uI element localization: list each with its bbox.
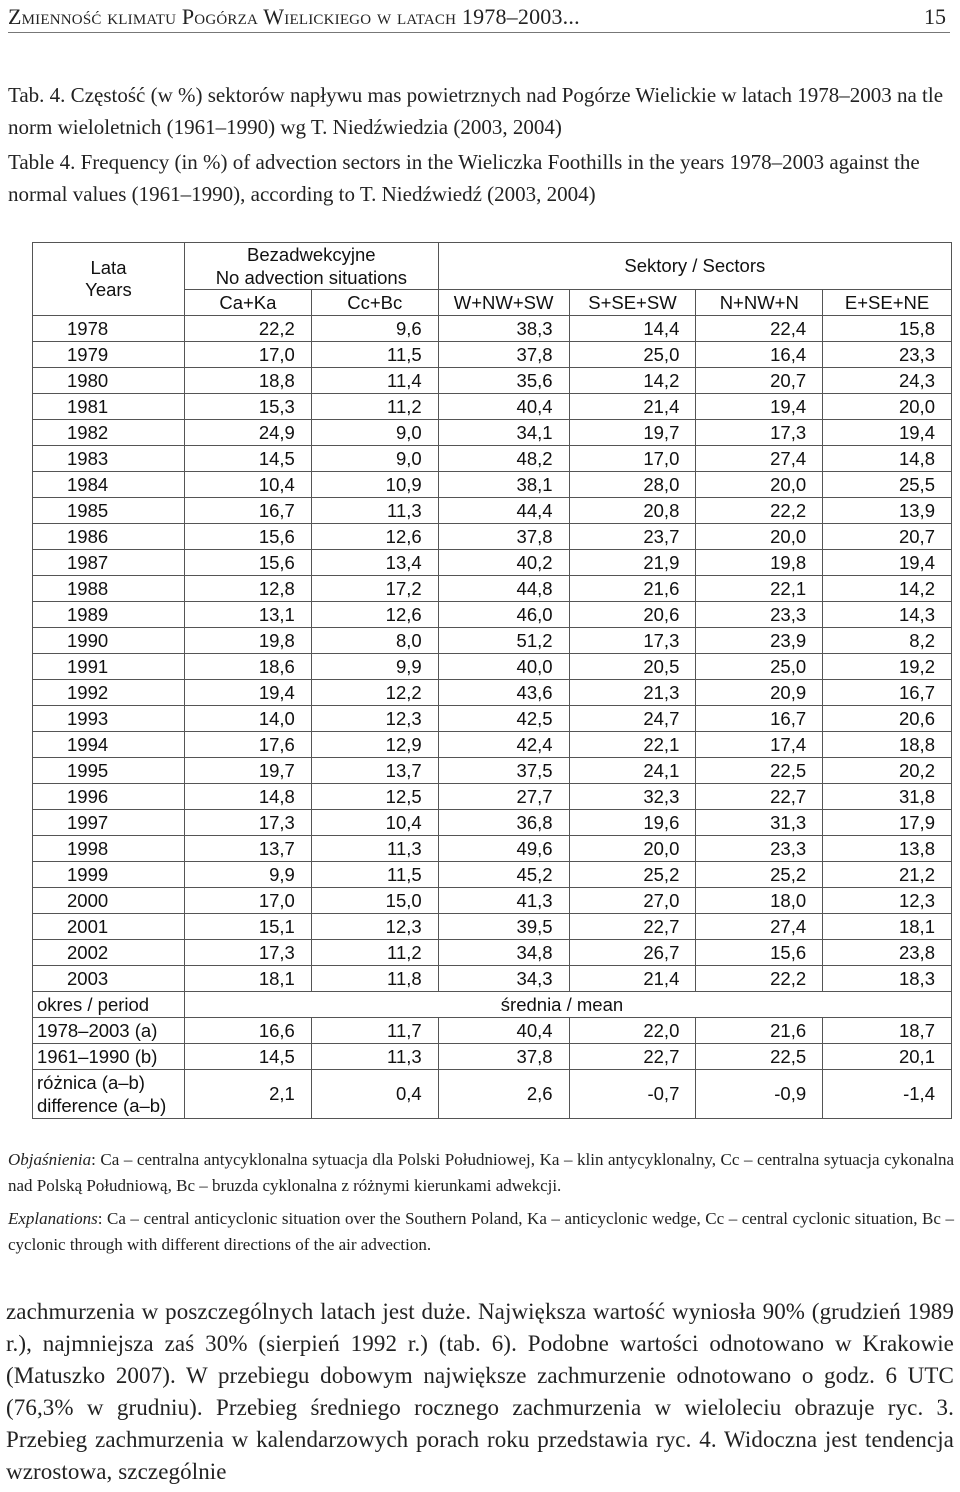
value-cell: 14,5 [184, 446, 311, 472]
value-cell: 25,5 [823, 472, 952, 498]
table-caption-pl: Tab. 4. Częstość (w %) sektorów napływu mas powietrznych nad Pogórze Wielickie w latach 1978–2003 na tle norm wieloletnich (1961–1990) wg T. Niedźwiedzia (2003, 2004) [8, 83, 944, 139]
period-label: okres / period [33, 992, 185, 1018]
value-cell: 21,4 [569, 394, 696, 420]
year-cell: 1990 [33, 628, 185, 654]
year-cell: 1987 [33, 550, 185, 576]
year-cell: 1985 [33, 498, 185, 524]
year-cell: 2001 [33, 914, 185, 940]
value-cell: 27,4 [696, 914, 823, 940]
year-cell: 1992 [33, 680, 185, 706]
column-header: S+SE+SW [569, 290, 696, 316]
value-cell: 18,1 [184, 966, 311, 992]
value-cell: 17,0 [569, 446, 696, 472]
value-cell: 37,8 [438, 1044, 569, 1070]
value-cell: 27,7 [438, 784, 569, 810]
value-cell: 17,2 [311, 576, 438, 602]
running-head-title: Zmienność klimatu Pogórza Wielickiego w latach 1978–2003... [8, 4, 580, 29]
value-cell: 13,7 [184, 836, 311, 862]
difference-label-en: difference (a–b) [37, 1095, 167, 1116]
value-cell: 10,9 [311, 472, 438, 498]
value-cell: 20,9 [696, 680, 823, 706]
no-advection-header [184, 243, 438, 290]
value-cell: 8,0 [311, 628, 438, 654]
value-cell: 12,3 [311, 706, 438, 732]
value-cell: 14,2 [569, 368, 696, 394]
value-cell: 13,4 [311, 550, 438, 576]
table-row [33, 420, 952, 446]
value-cell: 16,7 [696, 706, 823, 732]
value-cell: 20,8 [569, 498, 696, 524]
running-head [8, 2, 950, 33]
advection-sectors-table [32, 242, 952, 1119]
year-cell: 2000 [33, 888, 185, 914]
value-cell: 22,2 [184, 316, 311, 342]
value-cell: 24,7 [569, 706, 696, 732]
table-row [33, 316, 952, 342]
years-header-en: Years [85, 279, 132, 300]
explanations-pl-label: Objaśnienia [8, 1150, 92, 1169]
value-cell: 19,4 [823, 550, 952, 576]
table-caption-en: Table 4. Frequency (in %) of advection sectors in the Wieliczka Foothills in the years 1978–2003 against the normal values (1961–1990), according to T. Niedźwiedź (2003, 2004) [8, 150, 920, 206]
no-advection-header-en: No advection situations [215, 267, 407, 288]
value-cell: 31,3 [696, 810, 823, 836]
value-cell: 19,4 [696, 394, 823, 420]
table-row [33, 654, 952, 680]
value-cell: 11,4 [311, 368, 438, 394]
value-cell: 17,3 [184, 810, 311, 836]
value-cell: 34,3 [438, 966, 569, 992]
value-cell: 21,6 [569, 576, 696, 602]
value-cell: 23,9 [696, 628, 823, 654]
value-cell: 20,1 [823, 1044, 952, 1070]
value-cell: 18,8 [823, 732, 952, 758]
value-cell: 38,3 [438, 316, 569, 342]
value-cell: 28,0 [569, 472, 696, 498]
value-cell: 20,0 [696, 524, 823, 550]
value-cell: 2,6 [438, 1070, 569, 1119]
year-cell: 1994 [33, 732, 185, 758]
explanations-en-label: Explanations [8, 1209, 98, 1228]
value-cell: 22,7 [696, 784, 823, 810]
value-cell: 18,1 [823, 914, 952, 940]
value-cell: 20,2 [823, 758, 952, 784]
table-row [33, 472, 952, 498]
value-cell: 14,3 [823, 602, 952, 628]
value-cell: 22,5 [696, 758, 823, 784]
value-cell: 23,3 [696, 836, 823, 862]
value-cell: 20,6 [823, 706, 952, 732]
value-cell: 23,8 [823, 940, 952, 966]
year-cell: 2003 [33, 966, 185, 992]
value-cell: 22,1 [696, 576, 823, 602]
value-cell: 20,5 [569, 654, 696, 680]
value-cell: 34,1 [438, 420, 569, 446]
value-cell: 35,6 [438, 368, 569, 394]
value-cell: 49,6 [438, 836, 569, 862]
value-cell: 15,1 [184, 914, 311, 940]
value-cell: 15,6 [184, 524, 311, 550]
value-cell: 11,5 [311, 862, 438, 888]
value-cell: 13,1 [184, 602, 311, 628]
table-row [33, 524, 952, 550]
table-row [33, 758, 952, 784]
value-cell: 16,6 [184, 1018, 311, 1044]
value-cell: 25,2 [696, 862, 823, 888]
value-cell: 17,9 [823, 810, 952, 836]
column-header: E+SE+NE [823, 290, 952, 316]
table-row [33, 550, 952, 576]
year-cell: 1998 [33, 836, 185, 862]
value-cell: 22,2 [696, 498, 823, 524]
value-cell: 27,4 [696, 446, 823, 472]
value-cell: 11,5 [311, 342, 438, 368]
value-cell: 8,2 [823, 628, 952, 654]
year-cell: 2002 [33, 940, 185, 966]
value-cell: 10,4 [311, 810, 438, 836]
value-cell: 15,3 [184, 394, 311, 420]
year-cell: 1999 [33, 862, 185, 888]
mean-label: średnia / mean [184, 992, 951, 1018]
value-cell: 22,7 [569, 914, 696, 940]
value-cell: 22,5 [696, 1044, 823, 1070]
table-row [33, 602, 952, 628]
value-cell: 40,2 [438, 550, 569, 576]
column-header: W+NW+SW [438, 290, 569, 316]
explanations-en-text: : Ca – central anticyclonic situation over the Southern Poland, Ka – anticyclonic wedge, Cc – central cyclonic situation, Bc – cyclonic through with different directions of the air advection. [8, 1209, 954, 1254]
value-cell: 12,6 [311, 602, 438, 628]
value-cell: 22,1 [569, 732, 696, 758]
explanations-pl-text: : Ca – centralna antycyklonalna sytuacja dla Polski Południowej, Ka – klin antycyklonalny, Cc – centralna sytuacja cykonalna nad Polską Południową, Bc – bruzda cyklonalna z różnymi kierunkami adwekcji. [8, 1150, 954, 1195]
table-row [33, 940, 952, 966]
value-cell: 38,1 [438, 472, 569, 498]
value-cell: 12,8 [184, 576, 311, 602]
value-cell: 15,0 [311, 888, 438, 914]
value-cell: 18,0 [696, 888, 823, 914]
value-cell: 17,0 [184, 888, 311, 914]
value-cell: 13,8 [823, 836, 952, 862]
year-cell: 1991 [33, 654, 185, 680]
value-cell: 25,0 [569, 342, 696, 368]
value-cell: 22,7 [569, 1044, 696, 1070]
table-row [33, 862, 952, 888]
value-cell: 11,3 [311, 1044, 438, 1070]
value-cell: 51,2 [438, 628, 569, 654]
value-cell: 19,7 [569, 420, 696, 446]
value-cell: 17,6 [184, 732, 311, 758]
value-cell: 19,8 [184, 628, 311, 654]
value-cell: 14,8 [184, 784, 311, 810]
value-cell: 15,6 [696, 940, 823, 966]
value-cell: 14,4 [569, 316, 696, 342]
value-cell: 20,6 [569, 602, 696, 628]
value-cell: 44,4 [438, 498, 569, 524]
table-row [33, 784, 952, 810]
value-cell: 40,4 [438, 1018, 569, 1044]
year-cell: 1983 [33, 446, 185, 472]
year-cell: 1984 [33, 472, 185, 498]
value-cell: 11,2 [311, 940, 438, 966]
value-cell: 14,8 [823, 446, 952, 472]
value-cell: 11,3 [311, 498, 438, 524]
value-cell: 19,6 [569, 810, 696, 836]
value-cell: -0,9 [696, 1070, 823, 1119]
value-cell: 27,0 [569, 888, 696, 914]
table-row [33, 368, 952, 394]
value-cell: 11,3 [311, 836, 438, 862]
value-cell: 14,0 [184, 706, 311, 732]
value-cell: -0,7 [569, 1070, 696, 1119]
year-cell: 1981 [33, 394, 185, 420]
value-cell: 10,4 [184, 472, 311, 498]
value-cell: 14,2 [823, 576, 952, 602]
value-cell: 18,6 [184, 654, 311, 680]
table-row [33, 888, 952, 914]
value-cell: 12,5 [311, 784, 438, 810]
value-cell: 45,2 [438, 862, 569, 888]
value-cell: 9,0 [311, 420, 438, 446]
summary-row [33, 1044, 952, 1070]
value-cell: 11,8 [311, 966, 438, 992]
year-cell: 1980 [33, 368, 185, 394]
value-cell: 18,8 [184, 368, 311, 394]
column-header: N+NW+N [696, 290, 823, 316]
value-cell: 0,4 [311, 1070, 438, 1119]
table-row [33, 836, 952, 862]
value-cell: 16,7 [184, 498, 311, 524]
year-cell: 1996 [33, 784, 185, 810]
value-cell: 39,5 [438, 914, 569, 940]
period-mean-row [33, 992, 952, 1018]
value-cell: 13,9 [823, 498, 952, 524]
value-cell: 37,8 [438, 342, 569, 368]
value-cell: 16,7 [823, 680, 952, 706]
value-cell: 9,0 [311, 446, 438, 472]
value-cell: 42,4 [438, 732, 569, 758]
value-cell: 12,3 [823, 888, 952, 914]
value-cell: 22,4 [696, 316, 823, 342]
value-cell: 21,9 [569, 550, 696, 576]
year-cell: 1979 [33, 342, 185, 368]
value-cell: 42,5 [438, 706, 569, 732]
page-number: 15 [924, 4, 946, 29]
year-cell: 1993 [33, 706, 185, 732]
table-row [33, 914, 952, 940]
year-cell: 1995 [33, 758, 185, 784]
year-cell: 1989 [33, 602, 185, 628]
table-row [33, 628, 952, 654]
value-cell: 17,4 [696, 732, 823, 758]
value-cell: -1,4 [823, 1070, 952, 1119]
value-cell: 43,6 [438, 680, 569, 706]
table-row [33, 394, 952, 420]
value-cell: 9,6 [311, 316, 438, 342]
value-cell: 24,3 [823, 368, 952, 394]
value-cell: 20,0 [696, 472, 823, 498]
years-header-pl: Lata [90, 257, 127, 278]
value-cell: 2,1 [184, 1070, 311, 1119]
value-cell: 48,2 [438, 446, 569, 472]
table-row [33, 446, 952, 472]
value-cell: 17,3 [569, 628, 696, 654]
value-cell: 40,4 [438, 394, 569, 420]
table-row [33, 680, 952, 706]
year-cell: 1978 [33, 316, 185, 342]
value-cell: 24,1 [569, 758, 696, 784]
table-row [33, 498, 952, 524]
value-cell: 17,3 [184, 940, 311, 966]
value-cell: 24,9 [184, 420, 311, 446]
sectors-header: Sektory / Sectors [438, 243, 951, 290]
value-cell: 40,0 [438, 654, 569, 680]
value-cell: 20,7 [696, 368, 823, 394]
value-cell: 19,4 [823, 420, 952, 446]
value-cell: 9,9 [311, 654, 438, 680]
difference-label [33, 1070, 185, 1119]
value-cell: 20,7 [823, 524, 952, 550]
value-cell: 22,0 [569, 1018, 696, 1044]
value-cell: 26,7 [569, 940, 696, 966]
value-cell: 37,5 [438, 758, 569, 784]
year-cell: 1997 [33, 810, 185, 836]
value-cell: 13,7 [311, 758, 438, 784]
summary-label: 1961–1990 (b) [33, 1044, 185, 1070]
value-cell: 23,3 [696, 602, 823, 628]
value-cell: 46,0 [438, 602, 569, 628]
value-cell: 12,3 [311, 914, 438, 940]
value-cell: 36,8 [438, 810, 569, 836]
year-cell: 1986 [33, 524, 185, 550]
table-body [33, 316, 952, 1119]
value-cell: 16,4 [696, 342, 823, 368]
table-row [33, 966, 952, 992]
column-header: Cc+Bc [311, 290, 438, 316]
table-row [33, 342, 952, 368]
value-cell: 25,0 [696, 654, 823, 680]
value-cell: 12,2 [311, 680, 438, 706]
value-cell: 11,2 [311, 394, 438, 420]
summary-label: 1978–2003 (a) [33, 1018, 185, 1044]
no-advection-header-pl: Bezadwekcyjne [247, 244, 376, 265]
value-cell: 20,0 [569, 836, 696, 862]
value-cell: 9,9 [184, 862, 311, 888]
value-cell: 19,4 [184, 680, 311, 706]
value-cell: 17,3 [696, 420, 823, 446]
value-cell: 34,8 [438, 940, 569, 966]
value-cell: 20,0 [823, 394, 952, 420]
value-cell: 23,7 [569, 524, 696, 550]
value-cell: 12,9 [311, 732, 438, 758]
value-cell: 19,7 [184, 758, 311, 784]
value-cell: 44,8 [438, 576, 569, 602]
table-row [33, 810, 952, 836]
value-cell: 31,8 [823, 784, 952, 810]
body-paragraph: zachmurzenia w poszczególnych latach jest duże. Największa wartość wyniosła 90% (grudzień 1989 r.), najmniejsza zaś 30% (sierpień 1992 r.) (tab. 6). Podobne wartości odnotowano w Krakowie (Matuszko 2007). W przebiegu dobowym największe zachmurzenie odnotowano o godz. 6 UTC (76,3% w grudniu). Przebieg średniego rocznego zachmurzenia w wieloleciu obrazuje ryc. 3. Przebieg zachmurzenia w kalendarzowych porach roku przedstawia ryc. 4. Widoczna jest tendencja wzrostowa, szczególnie [6, 1299, 954, 1484]
difference-label-pl: różnica (a–b) [37, 1072, 145, 1093]
difference-row [33, 1070, 952, 1119]
value-cell: 14,5 [184, 1044, 311, 1070]
value-cell: 12,6 [311, 524, 438, 550]
summary-row [33, 1018, 952, 1044]
table-row [33, 576, 952, 602]
table-row [33, 732, 952, 758]
value-cell: 18,3 [823, 966, 952, 992]
explanations-en [8, 1206, 954, 1258]
value-cell: 22,2 [696, 966, 823, 992]
value-cell: 25,2 [569, 862, 696, 888]
value-cell: 19,2 [823, 654, 952, 680]
value-cell: 21,6 [696, 1018, 823, 1044]
year-cell: 1982 [33, 420, 185, 446]
explanations-pl [8, 1147, 954, 1199]
value-cell: 11,7 [311, 1018, 438, 1044]
value-cell: 18,7 [823, 1018, 952, 1044]
value-cell: 19,8 [696, 550, 823, 576]
column-header: Ca+Ka [184, 290, 311, 316]
value-cell: 17,0 [184, 342, 311, 368]
year-cell: 1988 [33, 576, 185, 602]
table-row [33, 706, 952, 732]
value-cell: 21,2 [823, 862, 952, 888]
value-cell: 23,3 [823, 342, 952, 368]
value-cell: 21,4 [569, 966, 696, 992]
value-cell: 15,8 [823, 316, 952, 342]
years-header [33, 243, 185, 316]
value-cell: 37,8 [438, 524, 569, 550]
value-cell: 32,3 [569, 784, 696, 810]
value-cell: 21,3 [569, 680, 696, 706]
value-cell: 41,3 [438, 888, 569, 914]
value-cell: 15,6 [184, 550, 311, 576]
